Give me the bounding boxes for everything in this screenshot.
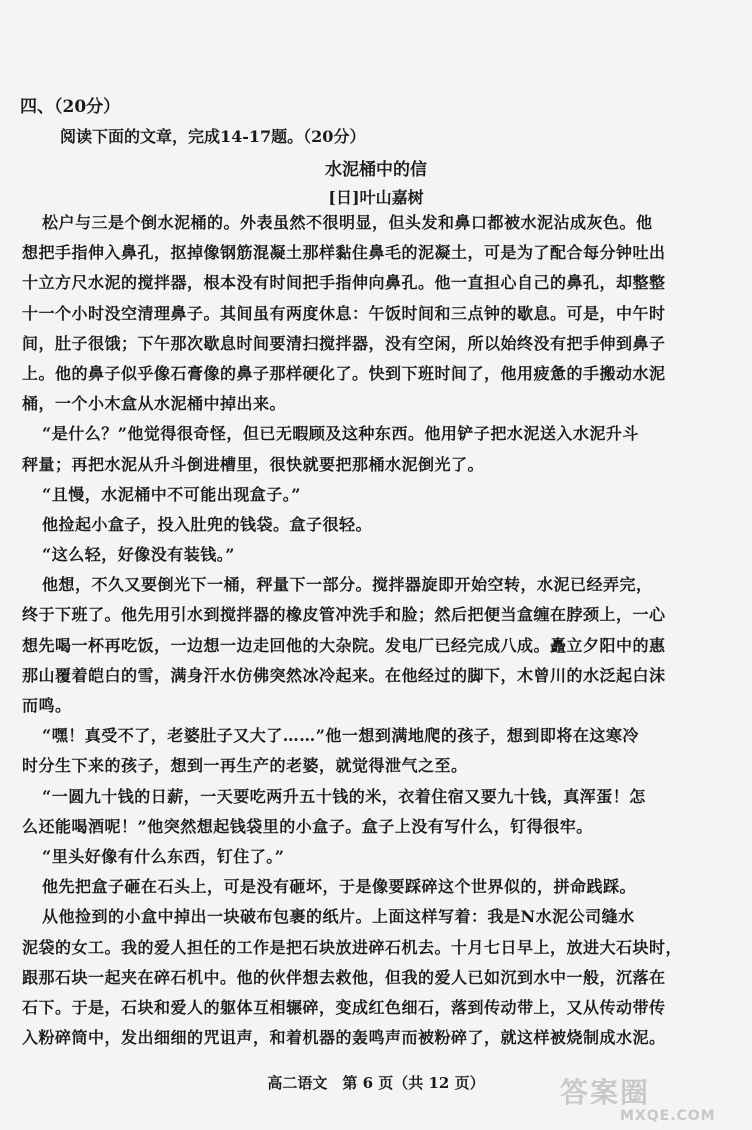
text-line: “嘿！真受不了，老婆肚子又大了……”他一想到满地爬的孩子，想到即将在这寒冷 [42, 726, 639, 746]
text-line: “是什么？”他觉得很奇怪，但已无暇顾及这种东西。他用铲子把水泥送入水泥升斗 [42, 424, 639, 444]
watermark-url: MXQE.COM [620, 1108, 716, 1124]
text-line: 他捡起小盒子，投入肚兜的钱袋。盒子很轻。 [42, 514, 373, 534]
text-line: 他想，不久又要倒光下一桶，秤量下一部分。搅拌器旋即开始空转，水泥已经弄完， [42, 575, 653, 595]
watermark-logo-text: 答案圈 [560, 1076, 651, 1109]
text-line: 上。他的鼻子似乎像石膏像的鼻子那样硬化了。快到下班时间了，他用疲惫的手搬动水泥 [22, 363, 666, 383]
text-line: 想把手指伸入鼻孔，抠掉像钢筋混凝土那样黏住鼻毛的泥凝土，可是为了配合每分钟吐出 [22, 243, 666, 263]
text-line: 十立方尺水泥的搅拌器，根本没有时间把手指伸向鼻孔。他一直担心自己的鼻孔，却整整 [22, 273, 666, 293]
text-line: 十一个小时没空清理鼻子。其间虽有两度休息：午饭时间和三点钟的歇息。可是，中午时 [22, 303, 666, 323]
text-line: 石下。于是，石块和爱人的躯体互相辗碎，变成红色细石，落到传动带上，又从传动带传 [22, 997, 666, 1017]
text-line: “且慢，水泥桶中不可能出现盒子。” [42, 484, 301, 504]
text-line: 时分生下来的孩子，想到一再生产的老婆，就觉得泄气之至。 [22, 756, 468, 776]
text-line: 他先把盒子砸在石头上，可是没有砸坏，于是像要踩碎这个世界似的，拼命践踩。 [42, 877, 637, 897]
text-line: 么还能喝酒呢！”他突然想起钱袋里的小盒子。盒子上没有写什么，钉得很牢。 [22, 816, 593, 836]
text-line: 从他捡到的小盒中掉出一块破布包裹的纸片。上面这样写着：我是N水泥公司缝水 [42, 907, 635, 927]
text-line: “里头好像有什么东西，钉住了。” [42, 846, 285, 866]
article-body [22, 208, 734, 1053]
text-line: 间，肚子很饿；下午那次歇息时间要清扫搅拌器，没有空闲，所以始终没有把手伸到鼻子 [22, 333, 666, 353]
text-line: “一圆九十钱的日薪，一天要吃两升五十钱的米，衣着住宿又要九十钱，真浑蛋！怎 [42, 786, 646, 806]
section-header: 四、（20分） [20, 97, 121, 117]
text-line: “这么轻，好像没有装钱。” [42, 545, 235, 565]
text-line: 秤量；再把水泥从升斗倒进槽里，很快就要把那桶水泥倒光了。 [22, 454, 485, 474]
text-line: 跟那石块一起夹在碎石机中。他的伙伴想去救他，但我的爱人已如沉到水中一般，沉落在 [22, 967, 666, 987]
text-line: 松户与三是个倒水泥桶的。外表虽然不很明显，但头发和鼻口都被水泥沾成灰色。他 [42, 213, 653, 232]
text-line: 入粉碎筒中，发出细细的咒诅声，和着机器的轰鸣声而被粉碎了，就这样被烧制成水泥。 [22, 1028, 666, 1048]
article-author: [日]叶山嘉树 [328, 188, 424, 207]
text-line: 那山覆着皑白的雪，满身汗水仿佛突然冰冷起来。在他经过的脚下，木曾川的水泛起白沫 [22, 665, 666, 685]
page-footer: 高二语文 第 6 页（共 12 页） [267, 1074, 485, 1092]
text-line: 桶，一个小木盒从水泥桶中掉出来。 [22, 394, 287, 414]
text-line: 泥袋的女工。我的爱人担任的工作是把石块放进碎石机去。十月七日早上，放进大石块时， [22, 937, 683, 957]
article-title: 水泥桶中的信 [325, 160, 427, 180]
watermark-logo [560, 1078, 740, 1126]
reading-instruction: 阅读下面的文章，完成14-17题。（20分） [60, 127, 366, 146]
text-line: 而鸣。 [22, 696, 72, 715]
text-line: 终于下班了。他先用引水到搅拌器的橡皮管冲洗手和脸；然后把便当盒缠在脖颈上，一心 [22, 605, 666, 625]
text-line: 想先喝一杯再吃饭，一边想一边走回他的大杂院。发电厂已经完成八成。矗立夕阳中的惠 [22, 635, 666, 655]
